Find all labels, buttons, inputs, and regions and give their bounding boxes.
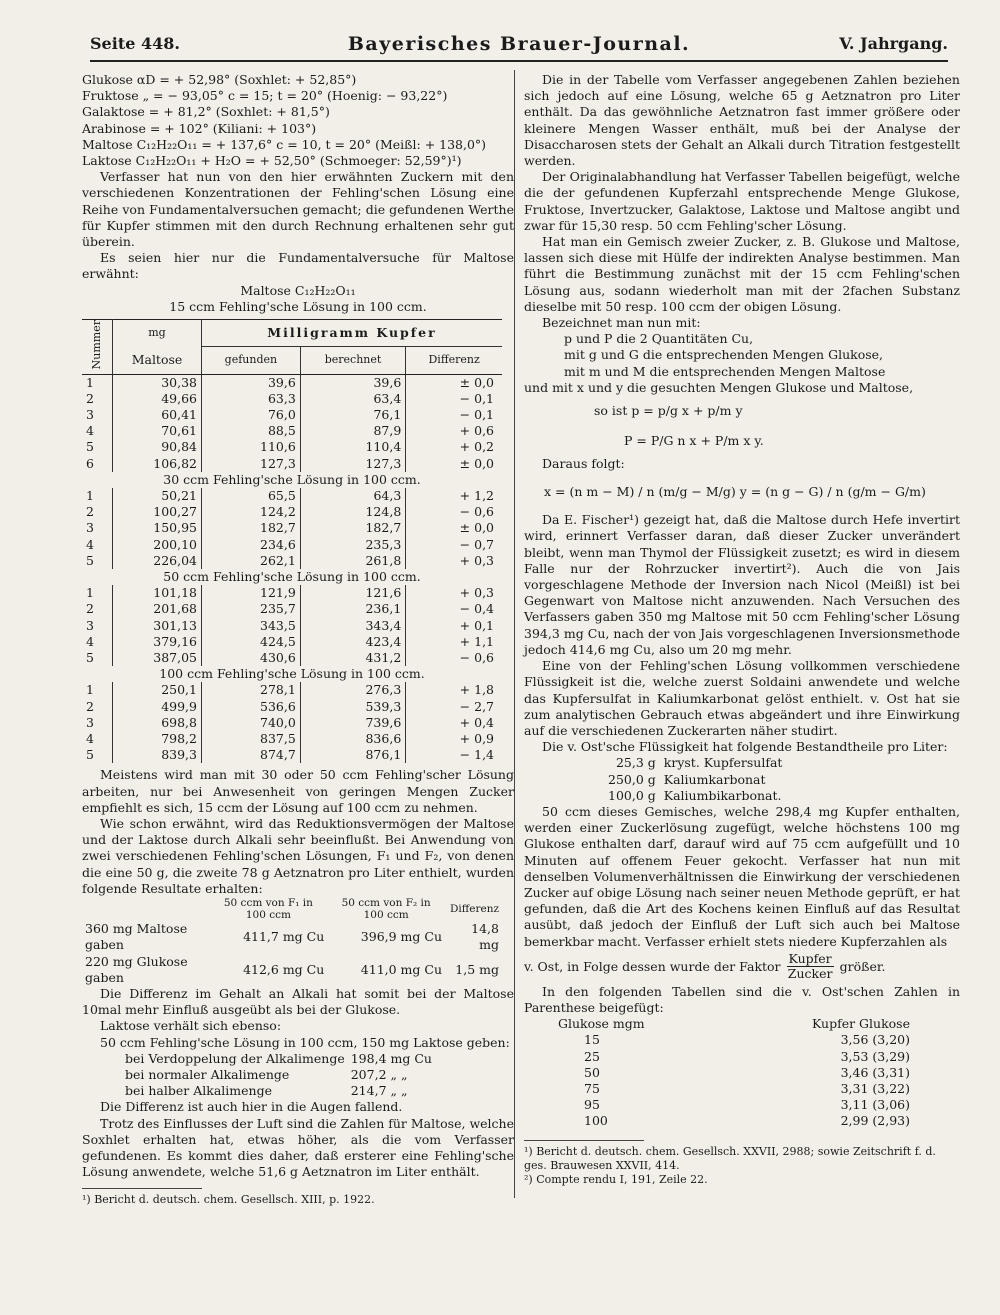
rotation-line: Glukose αD = + 52,98° (Soxhlet: + 52,85°) bbox=[82, 72, 357, 87]
page-number: Seite 448. bbox=[90, 34, 180, 53]
table-cell: 1 bbox=[82, 682, 113, 698]
equation-1: so ist p = p/g x + p/m y bbox=[594, 402, 743, 418]
table-cell: 430,6 bbox=[202, 650, 301, 666]
col-group: Milligramm Kupfer bbox=[202, 320, 503, 347]
table-cell: 4 bbox=[82, 537, 113, 553]
paragraph: Die Differenz ist auch hier in die Augen fallend. bbox=[100, 1099, 403, 1115]
ost-substance: kryst. Kupfersulfat bbox=[663, 755, 783, 771]
cmp-cell: 411,0 mg Cu bbox=[360, 961, 442, 977]
table-cell: − 0,4 bbox=[459, 601, 494, 617]
table-section-30-head bbox=[82, 472, 502, 488]
table-row bbox=[82, 553, 502, 569]
table-cell: − 0,1 bbox=[459, 390, 494, 406]
col-berechnet: berechnet bbox=[300, 347, 405, 374]
glukose-table bbox=[554, 1016, 914, 1129]
cmp-head: Differenz bbox=[450, 903, 499, 916]
maltose-formula: Maltose C₁₂H₂₂O₁₁ bbox=[240, 282, 356, 298]
table-cell: 424,5 bbox=[202, 634, 301, 650]
paragraph: 50 ccm Fehling'sche Lösung in 100 ccm, 150 mg Laktose geben: bbox=[100, 1034, 510, 1050]
subheading: 30 ccm Fehling'sche Lösung in 100 ccm. bbox=[163, 471, 421, 487]
table-row bbox=[82, 585, 502, 601]
paragraph: Die in der Tabelle vom Verfasser angegebenen Zahlen beziehen sich jedoch auf eine Lösung, welche 65 g Aetznatron pro Liter enthält. Da das gewöhnliche Aetznatron fast immer größere oder kleinere Mengen Wasser enthält, muß bei der Analyse der Disaccharosen stets der Gehalt an Alkali durch Titration festgestellt werden. bbox=[524, 72, 960, 169]
table-row bbox=[82, 537, 502, 553]
gl-mgm: 25 bbox=[584, 1048, 600, 1064]
lakt-cell: 214,7 „ „ bbox=[350, 1083, 408, 1099]
rotation-line: Laktose C₁₂H₂₂O₁₁ + H₂O = + 52,50° (Schmoeger: 52,59°)¹) bbox=[82, 153, 462, 169]
paragraph: Bezeichnet man nun mit: bbox=[542, 315, 701, 331]
paragraph: Da E. Fischer¹) gezeigt hat, daß die Maltose durch Hefe invertirt wird, erinnert Verfasser daran, daß dieser Zucker unverändert bleibt, wenn man Thymol der Flüssigkeit zusetzt; es wird in diesem Falle nur der Rohrzucker invertirt²). Auch die von Jais vorgeschlagene Methode der Inversion nach Nicol (Meißl) ist bei Gegenwart von Maltose nicht anzuwenden. Nach Versuchen des Verfassers gaben 350 mg Maltose mit 50 ccm Fehling'scher Lösung 394,3 mg Cu, nach der von Jais vorgeschlagenen Inversionsmethode jedoch 414,6 mg Cu, also um 20 mg mehr. bbox=[524, 512, 960, 657]
cmp-head: 50 ccm von F₂ in 100 ccm bbox=[341, 897, 431, 922]
table-cell: 4 bbox=[82, 731, 113, 747]
table-cell: 110,4 bbox=[300, 439, 405, 455]
table-cell: + 0,2 bbox=[459, 439, 494, 455]
table-cell: 431,2 bbox=[300, 650, 405, 666]
table-cell: 110,6 bbox=[202, 439, 301, 455]
table-cell: − 0,6 bbox=[459, 504, 494, 520]
table-cell: 387,05 bbox=[113, 650, 202, 666]
cmp-cell: 1,5 mg bbox=[455, 961, 499, 977]
table-row bbox=[82, 374, 502, 391]
table-cell: 379,16 bbox=[113, 634, 202, 650]
table-cell: 276,3 bbox=[300, 682, 405, 698]
paragraph: Trotz des Einflusses der Luft sind die Zahlen für Maltose, welche Soxhlet erhalten hat, etwas höher, als die vom Verfasser gefundenen. Es kommt dies daher, daß ersterer eine Fehling'sche Lösung anwendete, welche 51,6 g Aetznatron im Liter enthält. bbox=[82, 1115, 514, 1180]
table-cell: 64,3 bbox=[300, 488, 405, 504]
subheading: 15 ccm Fehling'sche Lösung in 100 ccm. bbox=[169, 298, 427, 314]
ost-amount: 250,0 g bbox=[608, 771, 656, 787]
paragraph: In den folgenden Tabellen sind die v. Ost'schen Zahlen in Parenthese beigefügt: bbox=[524, 983, 960, 1015]
rotation-line: Maltose C₁₂H₂₂O₁₁ = + 137,6° c = 10, t = 20° (Meißl: + 138,0°) bbox=[82, 136, 487, 152]
table-row bbox=[82, 423, 502, 439]
maltose-table bbox=[82, 319, 502, 763]
table-cell: 3 bbox=[82, 715, 113, 731]
table-cell: − 2,7 bbox=[459, 698, 494, 714]
table-cell: 343,4 bbox=[300, 618, 405, 634]
table-row bbox=[554, 1032, 914, 1048]
table-row bbox=[82, 731, 502, 747]
paragraph: Die Differenz im Gehalt an Alkali hat somit bei der Maltose 10mal mehr Einfluß ausgeübt als bei der Glukose. bbox=[82, 985, 514, 1018]
cmp-cell: 220 mg Glukose gaben bbox=[85, 953, 188, 985]
gl-kupfer: 3,56 (3,20) bbox=[840, 1032, 910, 1048]
table-cell: ± 0,0 bbox=[459, 455, 494, 471]
table-cell: 2 bbox=[82, 391, 113, 407]
table-cell: 124,8 bbox=[300, 504, 405, 520]
col-differenz: Differenz bbox=[406, 347, 502, 374]
table-row bbox=[82, 618, 502, 634]
gl-mgm: 15 bbox=[584, 1032, 600, 1048]
table-cell: 201,68 bbox=[113, 601, 202, 617]
table-cell: 2 bbox=[82, 699, 113, 715]
table-cell: + 0,6 bbox=[459, 423, 494, 439]
rotation-list bbox=[82, 72, 514, 169]
table-cell: + 0,9 bbox=[459, 731, 494, 747]
table-cell: 1 bbox=[82, 585, 113, 601]
table-cell: 876,1 bbox=[300, 747, 405, 763]
ost-substance: Kaliumbikarbonat. bbox=[663, 787, 782, 803]
table-cell: 250,1 bbox=[113, 682, 202, 698]
table-row bbox=[82, 601, 502, 617]
gl-mgm: 100 bbox=[584, 1113, 608, 1129]
definition-line: mit m und M die entsprechenden Mengen Maltose bbox=[564, 363, 886, 379]
cmp-cell: 360 mg Maltose gaben bbox=[85, 921, 188, 953]
table-row bbox=[82, 391, 502, 407]
rotation-line: Galaktose = + 81,2° (Soxhlet: + 81,5°) bbox=[82, 104, 330, 120]
lakt-cell: 198,4 mg Cu bbox=[350, 1050, 432, 1066]
table-cell: 127,3 bbox=[300, 456, 405, 472]
table-cell: 3 bbox=[82, 407, 113, 423]
ost-composition bbox=[604, 755, 786, 804]
table-cell: 261,8 bbox=[300, 553, 405, 569]
table-row bbox=[82, 715, 502, 731]
table-cell: 200,10 bbox=[113, 537, 202, 553]
table-cell: 60,41 bbox=[113, 407, 202, 423]
gl-kupfer: 3,53 (3,29) bbox=[840, 1048, 910, 1064]
gl-kupfer: 2,99 (2,93) bbox=[840, 1113, 910, 1129]
table-cell: 301,13 bbox=[113, 618, 202, 634]
table-cell: 698,8 bbox=[113, 715, 202, 731]
footnote: ¹) Bericht d. deutsch. chem. Gesellsch. XIII, p. 1922. bbox=[82, 1193, 375, 1207]
factor-text-end: größer. bbox=[839, 958, 886, 974]
table-cell: + 0,3 bbox=[459, 552, 494, 568]
table-section-50-head bbox=[82, 569, 502, 585]
table-cell: 2 bbox=[82, 601, 113, 617]
table-cell: 226,04 bbox=[113, 553, 202, 569]
paragraph: Verfasser hat nun von den hier erwähnten Zuckern mit den verschiedenen Konzentrationen der Fehling'schen Lösung eine Reihe von Fundamentalversuchen gemacht; die gefundenen Werthe für Kupfer stimmen mit den durch Rechnung erhaltenen sehr gut überein. bbox=[82, 169, 514, 250]
table-cell: ± 0,0 bbox=[459, 374, 494, 390]
table-cell: 121,6 bbox=[300, 585, 405, 601]
table-cell: 5 bbox=[82, 439, 113, 455]
table-cell: 278,1 bbox=[202, 682, 301, 698]
table-cell: 63,3 bbox=[202, 391, 301, 407]
col-nummer: Nummer bbox=[82, 320, 113, 375]
factor-text: v. Ost, in Folge dessen wurde der Faktor bbox=[524, 958, 781, 974]
col-gefunden: gefunden bbox=[202, 347, 301, 374]
fraction-denominator: Zucker bbox=[787, 966, 833, 982]
table-cell: 740,0 bbox=[202, 715, 301, 731]
footnote-rule bbox=[82, 1188, 202, 1189]
table-cell: 70,61 bbox=[113, 423, 202, 439]
cmp-cell: 411,7 mg Cu bbox=[243, 929, 325, 945]
table-row bbox=[82, 520, 502, 536]
factor-line bbox=[524, 950, 960, 984]
table-cell: + 0,3 bbox=[459, 585, 494, 601]
table-section-15 bbox=[82, 374, 502, 472]
table-cell: + 1,1 bbox=[459, 633, 494, 649]
table-row bbox=[82, 439, 502, 455]
table-row bbox=[554, 1081, 914, 1097]
gl-head: Glukose mgm bbox=[558, 1016, 645, 1032]
paragraph: 50 ccm dieses Gemisches, welche 298,4 mg Kupfer enthalten, werden einer Zuckerlösung zugefügt, welche höchstens 100 mg Glukose enthalten darf, darauf wird auf 75 ccm aufgefüllt und 10 Minuten auf offenem Feuer gekocht. Verfasser hat nun mit denselben Volumenverhältnissen die Einwirkung der verschiedenen Zucker auf obige Lösung nach seiner neuen Methode geprüft, er hat gefunden, daß die Art des Kochens keinen Einfluß auf das Resultat ausübt, daß jedoch der Einfluß der Luft sich auch bei Maltose bemerkbar macht. Verfasser erhielt stets niedere Kupferzahlen als bbox=[524, 803, 960, 949]
table-cell: 30,38 bbox=[113, 374, 202, 391]
table-cell: 49,66 bbox=[113, 391, 202, 407]
table-cell: 343,5 bbox=[202, 618, 301, 634]
subheading: 100 ccm Fehling'sche Lösung in 100 ccm. bbox=[159, 666, 425, 682]
ost-substance: Kaliumkarbonat bbox=[663, 771, 766, 787]
table-cell: 100,27 bbox=[113, 504, 202, 520]
table-cell: + 1,2 bbox=[459, 488, 494, 504]
lakt-cell: bei halber Alkalimenge bbox=[125, 1083, 272, 1099]
table-cell: 124,2 bbox=[202, 504, 301, 520]
table-cell: 2 bbox=[82, 504, 113, 520]
ost-amount: 100,0 g bbox=[608, 787, 656, 803]
table-cell: 39,6 bbox=[202, 374, 301, 391]
table-cell: 4 bbox=[82, 423, 113, 439]
footnote: ²) Compte rendu I, 191, Zeile 22. bbox=[524, 1172, 708, 1186]
table-cell: 235,7 bbox=[202, 601, 301, 617]
left-column bbox=[82, 72, 514, 1207]
table-cell: 262,1 bbox=[202, 553, 301, 569]
table-cell: 739,6 bbox=[300, 715, 405, 731]
table-row bbox=[82, 634, 502, 650]
table-cell: 499,9 bbox=[113, 699, 202, 715]
table-cell: 5 bbox=[82, 747, 113, 763]
table-cell: 182,7 bbox=[202, 520, 301, 536]
paragraph: Laktose verhält sich ebenso: bbox=[100, 1018, 282, 1034]
table-cell: 236,1 bbox=[300, 601, 405, 617]
paragraph: Die v. Ost'sche Flüssigkeit hat folgende Bestandtheile pro Liter: bbox=[542, 739, 948, 755]
table-cell: 88,5 bbox=[202, 423, 301, 439]
table-cell: − 0,6 bbox=[459, 650, 494, 666]
table-cell: 423,4 bbox=[300, 634, 405, 650]
volume-label: V. Jahrgang. bbox=[839, 34, 948, 53]
factor-fraction bbox=[787, 952, 834, 981]
paragraph: Wie schon erwähnt, wird das Reduktionsvermögen der Maltose und der Laktose durch Alkali sehr beeinflußt. Bei Anwendung von zwei verschiedenen Fehling'schen Lösungen, F₁ und F₂, von denen die eine 50 g, die zweite 78 g Aetznatron pro Liter enthielt, wurden folgende Resultate erhalten: bbox=[82, 816, 514, 896]
definition-line: mit g und G die entsprechenden Mengen Glukose, bbox=[564, 347, 884, 363]
definition-line: p und P die 2 Quantitäten Cu, bbox=[564, 331, 754, 347]
table-cell: 121,9 bbox=[202, 585, 301, 601]
definition-line: und mit x und y die gesuchten Mengen Glukose und Maltose, bbox=[524, 379, 914, 395]
table-cell: 1 bbox=[82, 488, 113, 504]
col-maltose: Maltose bbox=[113, 347, 202, 374]
table-cell: 234,6 bbox=[202, 537, 301, 553]
cmp-cell: 396,9 mg Cu bbox=[360, 929, 442, 945]
table-section-30 bbox=[82, 488, 502, 569]
lakt-cell: bei Verdoppelung der Alkalimenge bbox=[125, 1050, 345, 1066]
table-cell: 101,18 bbox=[113, 585, 202, 601]
table-cell: 839,3 bbox=[113, 747, 202, 763]
table-cell: + 1,8 bbox=[459, 682, 494, 698]
journal-title: Bayerisches Brauer-Journal. bbox=[347, 33, 691, 55]
column-divider bbox=[514, 70, 515, 1198]
table-section-50 bbox=[82, 585, 502, 666]
table-cell: 127,3 bbox=[202, 456, 301, 472]
cmp-cell: 412,6 mg Cu bbox=[243, 961, 325, 977]
laktose-results bbox=[122, 1051, 435, 1100]
gl-mgm: 95 bbox=[584, 1097, 600, 1113]
gl-kupfer: 3,11 (3,06) bbox=[840, 1097, 910, 1113]
table-cell: 65,5 bbox=[202, 488, 301, 504]
gl-mgm: 75 bbox=[584, 1080, 600, 1096]
alkali-comparison bbox=[82, 897, 502, 986]
footnote-rule bbox=[524, 1140, 644, 1141]
table-cell: − 0,1 bbox=[459, 407, 494, 422]
table-row bbox=[82, 488, 502, 504]
gl-head: Kupfer Glukose bbox=[811, 1016, 910, 1032]
cmp-cell: 14,8 mg bbox=[471, 921, 499, 953]
page-header bbox=[90, 33, 948, 62]
table-cell: 39,6 bbox=[300, 374, 405, 391]
table-row bbox=[82, 699, 502, 715]
table-cell: 63,4 bbox=[300, 391, 405, 407]
lakt-cell: 207,2 „ „ bbox=[350, 1066, 408, 1082]
gl-kupfer: 3,31 (3,22) bbox=[840, 1080, 910, 1096]
rotation-line: Fruktose „ = − 93,05° c = 15; t = 20° (Hoenig: − 93,22°) bbox=[82, 88, 448, 104]
table-cell: 536,6 bbox=[202, 699, 301, 715]
table-cell: 106,82 bbox=[113, 456, 202, 472]
table-row bbox=[82, 650, 502, 666]
table-cell: − 1,4 bbox=[459, 747, 494, 763]
table-cell: 76,0 bbox=[202, 407, 301, 423]
table-cell: − 0,7 bbox=[459, 536, 494, 552]
table-row bbox=[82, 456, 502, 472]
table-cell: 50,21 bbox=[113, 488, 202, 504]
table-cell: 874,7 bbox=[202, 747, 301, 763]
table-row bbox=[82, 682, 502, 698]
paragraph: Es seien hier nur die Fundamentalversuche für Maltose erwähnt: bbox=[82, 250, 514, 282]
right-column bbox=[524, 72, 960, 1187]
table-cell: 798,2 bbox=[113, 731, 202, 747]
definition-list bbox=[524, 331, 960, 396]
table-row bbox=[82, 407, 502, 423]
table-row bbox=[554, 1065, 914, 1081]
gl-mgm: 50 bbox=[584, 1064, 600, 1080]
equation-2: P = P/G n x + P/m x y. bbox=[624, 432, 764, 448]
fraction-numerator: Kupfer bbox=[788, 951, 832, 967]
table-cell: 836,6 bbox=[300, 731, 405, 747]
table-cell: ± 0,0 bbox=[459, 520, 494, 536]
subheading: 50 ccm Fehling'sche Lösung in 100 ccm. bbox=[163, 569, 421, 585]
table-row bbox=[82, 747, 502, 763]
rotation-line: Arabinose = + 102° (Kiliani: + 103°) bbox=[82, 120, 317, 136]
table-cell: 76,1 bbox=[300, 407, 405, 423]
table-section-100-head bbox=[82, 666, 502, 682]
table-cell: 3 bbox=[82, 520, 113, 536]
col-mg: mg bbox=[113, 320, 202, 347]
table-cell: + 0,1 bbox=[459, 617, 494, 633]
table-cell: 837,5 bbox=[202, 731, 301, 747]
table-row bbox=[82, 504, 502, 520]
table-cell: 87,9 bbox=[300, 423, 405, 439]
table-cell: 3 bbox=[82, 618, 113, 634]
table-cell: 5 bbox=[82, 553, 113, 569]
ost-amount: 25,3 g bbox=[615, 755, 656, 771]
paragraph: Der Originalabhandlung hat Verfasser Tabellen beigefügt, welche die der gefundenen Kupferzahl entsprechende Menge Glukose, Fruktose, Invertzucker, Galaktose, Laktose und Maltose angibt und zwar für 15,30 resp. 50 ccm Fehling'scher Lösung. bbox=[524, 169, 960, 233]
cmp-head: 50 ccm von F₁ in 100 ccm bbox=[223, 897, 313, 922]
footnote: ¹) Bericht d. deutsch. chem. Gesellsch. XXVII, 2988; sowie Zeitschrift f. d. ges. Brauwesen XXVII, 414. bbox=[524, 1144, 936, 1172]
table-cell: 4 bbox=[82, 634, 113, 650]
table-cell: 182,7 bbox=[300, 520, 405, 536]
table-cell: + 0,4 bbox=[459, 714, 494, 730]
gl-kupfer: 3,46 (3,31) bbox=[840, 1064, 910, 1080]
table-section-100 bbox=[82, 682, 502, 763]
table-cell: 539,3 bbox=[300, 699, 405, 715]
table-cell: 5 bbox=[82, 650, 113, 666]
table-cell: 150,95 bbox=[113, 520, 202, 536]
table-cell: 6 bbox=[82, 456, 113, 472]
paragraph: Hat man ein Gemisch zweier Zucker, z. B. Glukose und Maltose, lassen sich diese mit Hülfe der indirekten Analyse bestimmen. Man führt die Bestimmung zunächst mit der 15 ccm Fehling'schen Lösung aus, sodann wiederholt man mit der 2fachen Substanz dieselbe mit 50 resp. 100 ccm der obigen Lösung. bbox=[524, 234, 960, 314]
table-cell: 90,84 bbox=[113, 439, 202, 455]
table-cell: 1 bbox=[82, 374, 113, 391]
paragraph: Meistens wird man mit 30 oder 50 ccm Fehling'scher Lösung arbeiten, nur bei Anwesenheit von geringen Mengen Zucker empfiehlt es sich, 15 ccm der Lösung auf 100 ccm zu nehmen. bbox=[82, 767, 514, 815]
table-row bbox=[554, 1049, 914, 1065]
paragraph: Eine von der Fehling'schen Lösung vollkommen verschiedene Flüssigkeit ist die, welche zuerst Soldaini anwendete und welche das Kupfersulfat in Kaliumkarbonat gelöst enthielt. v. Ost hat sie zum analytischen Gebrauch etwas abgeändert und ihre Einwirkung auf die verschiedenen Zuckerarten näher studirt. bbox=[524, 658, 960, 738]
table-row bbox=[554, 1097, 914, 1113]
table-row bbox=[554, 1113, 914, 1129]
lakt-cell: bei normaler Alkalimenge bbox=[125, 1066, 290, 1082]
paragraph: Daraus folgt: bbox=[542, 456, 625, 472]
glukose-rows bbox=[554, 1032, 914, 1129]
table-cell: 235,3 bbox=[300, 537, 405, 553]
equation-3: x = (n m − M) / n (m/g − M/g) y = (n g − G) / n (g/m − G/m) bbox=[544, 484, 926, 500]
